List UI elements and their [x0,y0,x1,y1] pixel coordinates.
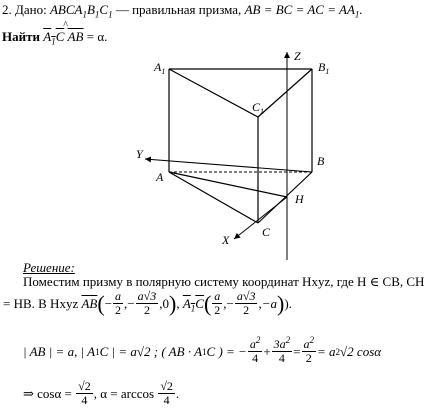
solution-line-3: | AB | = a, | A 1 C | = a√2 ; ( AB · A 1 C ) = − $\frac{a^2}{4}$ + $\frac{3a^2}{4}$ = $\frac{a^2}{2}$ = a 2 √2 cosα [23,335,382,365]
label-h: H [295,192,304,206]
label-a: A [156,170,164,184]
vector-a1c-2: $A_1C$ [182,296,204,314]
frac-a2-2: $\frac{a^2}{2}$ [303,335,315,365]
solution-line-2: = HB. В Hxyz $\overline{AB}$ ( − $\frac{a}{2}$ , − $\frac{a√3}{2}$ , 0 ) , $A_1C$ ( $\frac{a}{2}$ , − $\frac{a√3}{2}$ , −a ) ). [3,289,292,317]
frac-asqrt3-2: $\frac{a√3}{2}$ [137,289,157,317]
label-y: Y [136,147,143,161]
given-label: Дано: [15,2,47,17]
frac-sqrt2-4: $\frac{√2}{4}$ [78,379,91,407]
frac-sqrt2-4b: $\frac{√2}{4}$ [160,379,173,407]
frac-asqrt3-2b: $\frac{a√3}{2}$ [236,289,256,317]
edge-c1-b1 [258,69,312,117]
angle-hat-icon: ^ [63,20,68,31]
label-c1: $C_1$ [252,100,265,116]
find-end: = α. [86,29,108,44]
segment-a-h [169,172,287,197]
label-x: X [222,233,230,247]
label-a1: $A_1$ [154,60,166,76]
solution-heading: Решение: [23,260,75,275]
frac-a2-4: $\frac{a^2}{4}$ [249,335,261,365]
find-label: Найти [2,29,40,44]
frac-a-2b: $\frac{a}{2}$ [214,289,221,317]
given-equalities: AB = BC = AC = $AA_1$. [244,2,363,20]
vector-a1c: $A_1C$ [43,29,65,47]
label-c: C [262,225,271,239]
solution-line-1: Поместим призму в полярную систему координат Hxyz, где H ∈ CB, CH [23,274,425,289]
given-text: — правильная призма, [115,2,242,17]
frac-a-2: $\frac{a}{2}$ [115,289,122,317]
vector-ab: $\overline{AB}$ [67,29,84,44]
given-object: $ABCA_1B_1C_1$ [49,2,113,20]
edge-a-c [169,172,258,223]
edge-c-b [258,172,312,223]
edge-a1-c1 [169,69,258,117]
problem-number: 2. [2,2,12,17]
label-z: Z [294,49,301,63]
vector-ab-2: $\overline{AB}$ [81,296,98,311]
solution-line-4: ⇒ cosα = $\frac{√2}{4}$ , α = arccos $\frac{√2}{4}$ . [23,379,180,407]
label-b: B [317,154,325,168]
frac-3a2-4: $\frac{3a^2}{4}$ [273,335,291,365]
label-b1: $B_1$ [318,60,330,76]
axis-x [234,197,287,239]
